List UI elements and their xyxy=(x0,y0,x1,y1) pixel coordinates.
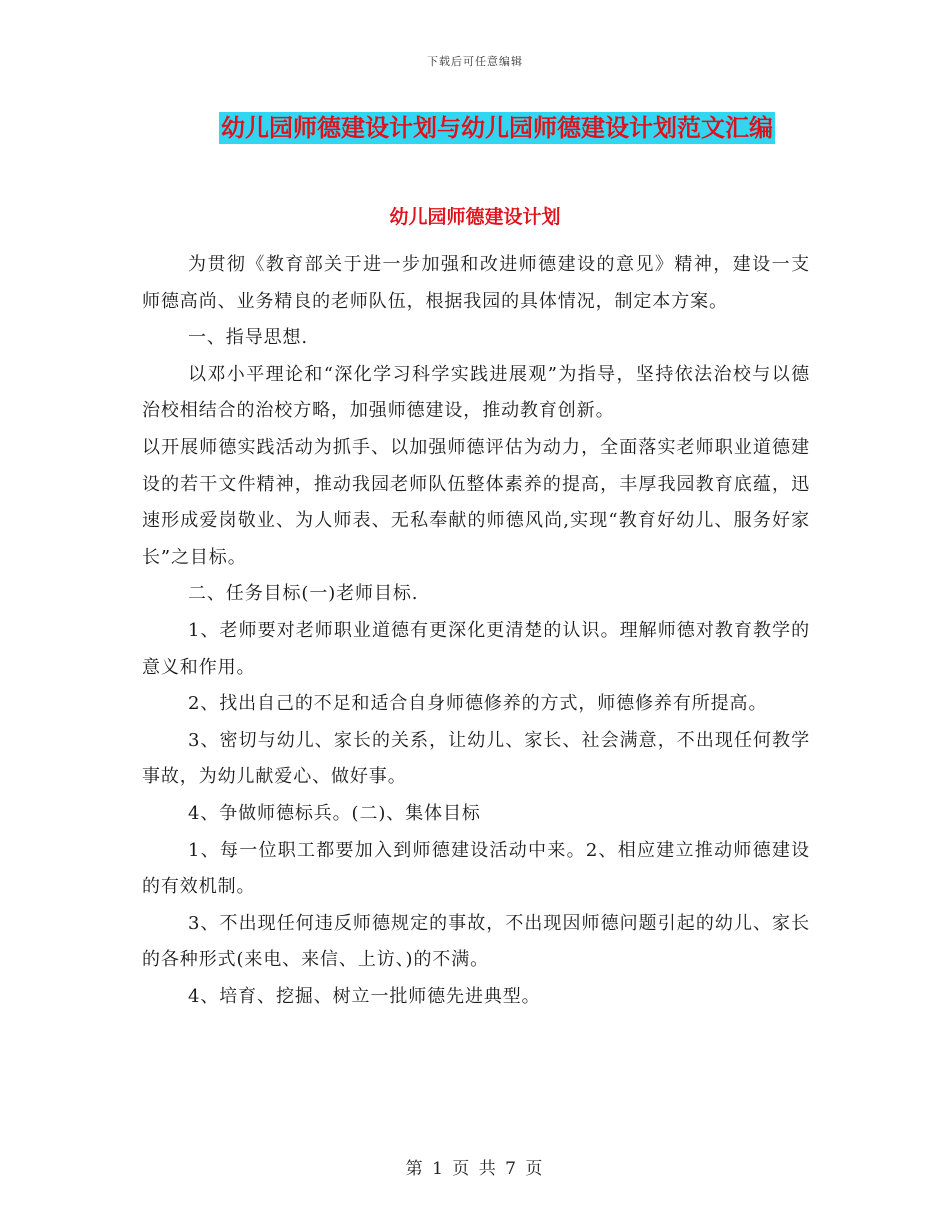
list-item: 4、培育、挖掘、树立一批师德先进典型。 xyxy=(188,985,541,1007)
paragraph-guiding-ideology-cont: 以开展师德实践活动为抓手、以加强师德评估为动力，全面落实老师职业道德建设的若干文件精神，推动我园老师队伍整体素养的提高，丰厚我园教育底蕴，迅速形成爱岗敬业、为人师表、无私奉献的师德风尚,实现“教育好幼儿、服务好家长”之目标。 xyxy=(142,436,810,568)
list-item: 3、密切与幼儿、家长的关系，让幼儿、家长、社会满意，不出现任何教学事故，为幼儿献爱心、做好事。 xyxy=(142,729,810,788)
page-footer: 第 1 页 共 7 页 xyxy=(405,1159,545,1179)
main-title-wrap xyxy=(0,112,950,144)
list-item: 4、争做师德标兵。(二)、集体目标 xyxy=(188,802,481,824)
header-note: 下载后可任意编辑 xyxy=(427,55,523,68)
list-item: 1、老师要对老师职业道德有更深化更清楚的认识。理解师德对教育教学的意义和作用。 xyxy=(142,619,810,678)
list-item: 1、每一位职工都要加入到师德建设活动中来。2、相应建立推动师德建设的有效机制。 xyxy=(142,839,810,898)
list-item: 3、不出现任何违反师德规定的事故，不出现因师德问题引起的幼儿、家长的各种形式(来电、来信、上访、)的不满。 xyxy=(142,912,810,971)
heading-guiding-ideology: 一、指导思想. xyxy=(188,327,309,349)
section-title: 幼儿园师德建设计划 xyxy=(389,206,561,228)
paragraph-guiding-ideology: 以邓小平理论和“深化学习科学实践进展观”为指导，坚持依法治校与以德治校相结合的治校方略，加强师德建设，推动教育创新。 xyxy=(142,363,810,422)
list-item: 2、找出自己的不足和适合自身师德修养的方式，师德修养有所提高。 xyxy=(188,693,768,715)
document-body xyxy=(142,247,810,1015)
heading-task-goals: 二、任务目标(一)老师目标. xyxy=(188,583,419,605)
paragraph-intro: 为贯彻《教育部关于进一步加强和改进师德建设的意见》精神，建设一支师德高尚、业务精良的老师队伍，根据我园的具体情况，制定本方案。 xyxy=(142,254,810,312)
main-title: 幼儿园师德建设计划与幼儿园师德建设计划范文汇编 xyxy=(221,114,773,142)
